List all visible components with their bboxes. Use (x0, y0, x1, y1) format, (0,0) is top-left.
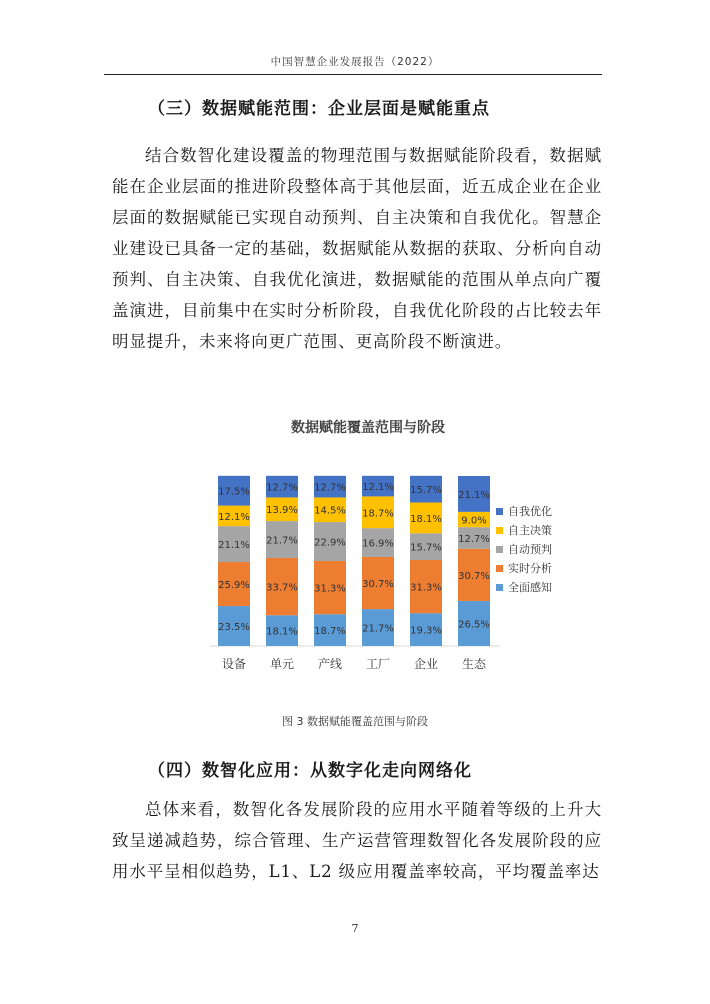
legend-swatch (496, 584, 503, 591)
page-number: 7 (351, 922, 359, 935)
section-heading-4: （四）数智化应用：从数字化走向网络化 (148, 761, 472, 781)
data-label: 18.7% (314, 626, 346, 638)
data-label: 12.1% (218, 511, 250, 523)
category-label: 单元 (269, 657, 295, 671)
data-label: 23.5% (218, 622, 250, 634)
body-paragraph-1: 结合数智化建设覆盖的物理范围与数据赋能阶段看，数据赋能在企业层面的推进阶段整体高于其他层面，近五成企业在企业层面的数据赋能已实现自动预判、自主决策和自我优化。智慧企业建设已具备一定的基础，数据赋能从数据的获取、分析向自动预判、自主决策、自我优化演进，数据赋能的范围从单点向广覆盖演进，目前集中在实时分析阶段，自我优化阶段的占比较去年明显提升，未来将向更广范围、更高阶段不断演进。 (112, 146, 602, 351)
legend-label: 自主决策 (508, 524, 552, 537)
data-label: 18.7% (362, 508, 394, 520)
data-label: 12.7% (266, 482, 298, 494)
legend-swatch (496, 508, 503, 515)
legend-swatch (496, 546, 503, 553)
legend-swatch (496, 565, 503, 572)
data-label: 19.3% (410, 625, 442, 637)
chart-svg (200, 410, 600, 700)
category-label: 工厂 (365, 657, 391, 671)
data-label: 30.7% (458, 570, 490, 582)
data-label: 16.9% (362, 538, 394, 550)
chart-title: 数据赋能覆盖范围与阶段 (291, 420, 445, 436)
data-label: 21.7% (362, 623, 394, 635)
data-label: 33.7% (266, 582, 298, 594)
data-label: 26.5% (458, 619, 490, 631)
data-label: 12.1% (362, 482, 394, 494)
data-label: 15.7% (410, 485, 442, 497)
data-label: 18.1% (266, 626, 298, 638)
legend-label: 自我优化 (508, 505, 552, 518)
category-label: 产线 (317, 657, 343, 671)
data-label: 14.5% (314, 505, 346, 517)
data-label: 12.7% (314, 482, 346, 494)
data-label: 21.7% (266, 535, 298, 547)
header-rule (104, 74, 602, 75)
legend-swatch (496, 527, 503, 534)
figure-caption: 图 3 数据赋能覆盖范围与阶段 (282, 715, 428, 728)
category-label: 生态 (461, 657, 487, 671)
category-label: 企业 (413, 657, 439, 671)
running-header: 中国智慧企业发展报告（2022） (270, 56, 440, 68)
legend-label: 自动预判 (508, 543, 552, 556)
stacked-bar-chart (200, 410, 600, 700)
data-label: 13.9% (266, 505, 298, 517)
body-paragraph-2: 总体来看，数智化各发展阶段的应用水平随着等级的上升大致呈递减趋势，综合管理、生产运营管理数智化各发展阶段的应用水平呈相似趋势，L1、L2 级应用覆盖率较高，平均覆盖率达 (112, 800, 602, 881)
section-heading-3: （三）数据赋能范围：企业层面是赋能重点 (148, 99, 490, 119)
data-label: 12.7% (458, 533, 490, 545)
data-label: 17.5% (218, 486, 250, 498)
legend-label: 实时分析 (508, 562, 552, 575)
data-label: 15.7% (410, 542, 442, 554)
data-label: 31.3% (410, 582, 442, 594)
legend-label: 全面感知 (508, 581, 552, 594)
data-label: 18.1% (410, 513, 442, 525)
data-label: 22.9% (314, 537, 346, 549)
data-label: 21.1% (458, 489, 490, 501)
data-label: 30.7% (362, 579, 394, 591)
data-label: 9.0% (461, 515, 487, 527)
data-label: 25.9% (218, 580, 250, 592)
category-label: 设备 (221, 657, 247, 671)
data-label: 31.3% (314, 583, 346, 595)
data-label: 21.1% (218, 540, 250, 552)
